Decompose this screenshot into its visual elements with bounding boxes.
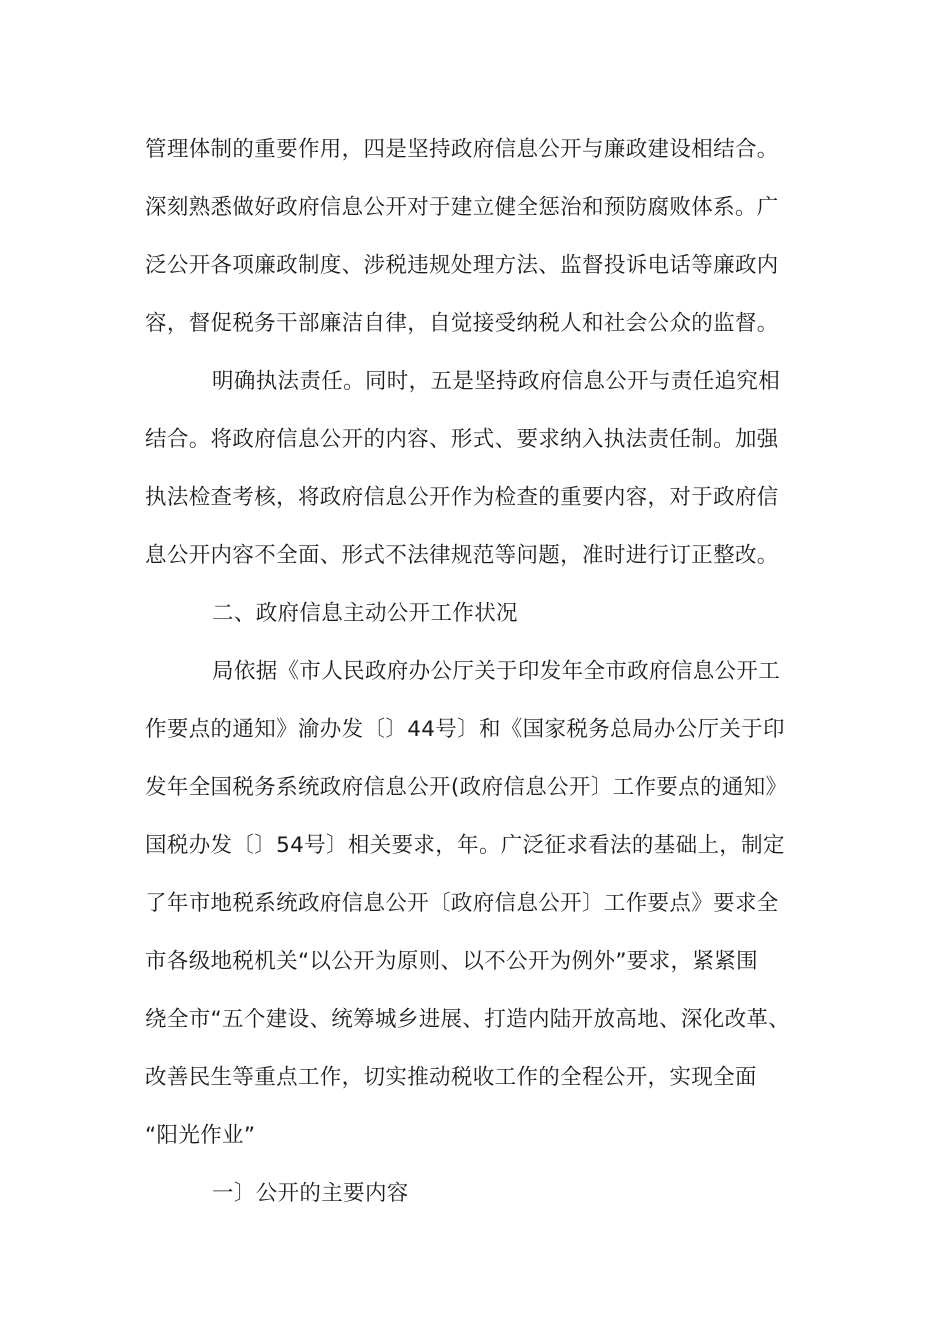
text-line: 国税办发〔〕54号〕相关要求，年。广泛征求看法的基础上，制定	[145, 833, 785, 858]
text-line: 深刻熟悉做好政府信息公开对于建立健全惩治和预防腐败体系。广	[145, 195, 779, 220]
text-line: “阳光作业”	[145, 1123, 256, 1148]
text-line: 市各级地税机关“以公开为原则、以不公开为例外”要求，紧紧围	[145, 949, 758, 974]
subsection-heading: 一〕公开的主要内容	[212, 1181, 409, 1206]
text-line: 管理体制的重要作用，四是坚持政府信息公开与廉政建设相结合。	[145, 137, 779, 162]
text-line: 结合。将政府信息公开的内容、形式、要求纳入执法责任制。加强	[145, 427, 779, 452]
text-line: 容，督促税务干部廉洁自律，自觉接受纳税人和社会公众的监督。	[145, 311, 779, 336]
text-line: 明确执法责任。同时，五是坚持政府信息公开与责任追究相	[212, 369, 781, 394]
text-line: 绕全市“五个建设、统筹城乡进展、打造内陆开放高地、深化改革、	[145, 1007, 791, 1032]
text-line: 执法检查考核，将政府信息公开作为检查的重要内容，对于政府信	[145, 485, 779, 510]
text-line: 作要点的通知》渝办发〔〕44号〕和《国家税务总局办公厅关于印	[145, 717, 785, 742]
text-line: 改善民生等重点工作，切实推动税收工作的全程公开，实现全面	[145, 1065, 757, 1090]
text-line: 局依据《市人民政府办公厅关于印发年全市政府信息公开工	[212, 659, 781, 684]
text-line: 泛公开各项廉政制度、涉税违规处理方法、监督投诉电话等廉政内	[145, 253, 779, 278]
text-line: 息公开内容不全面、形式不法律规范等问题，准时进行订正整改。	[145, 543, 779, 568]
section-heading: 二、政府信息主动公开工作状况	[212, 601, 518, 626]
text-line: 发年全国税务系统政府信息公开(政府信息公开〕工作要点的通知》	[145, 775, 788, 800]
text-line: 了年市地税系统政府信息公开〔政府信息公开〕工作要点》要求全	[145, 891, 779, 916]
